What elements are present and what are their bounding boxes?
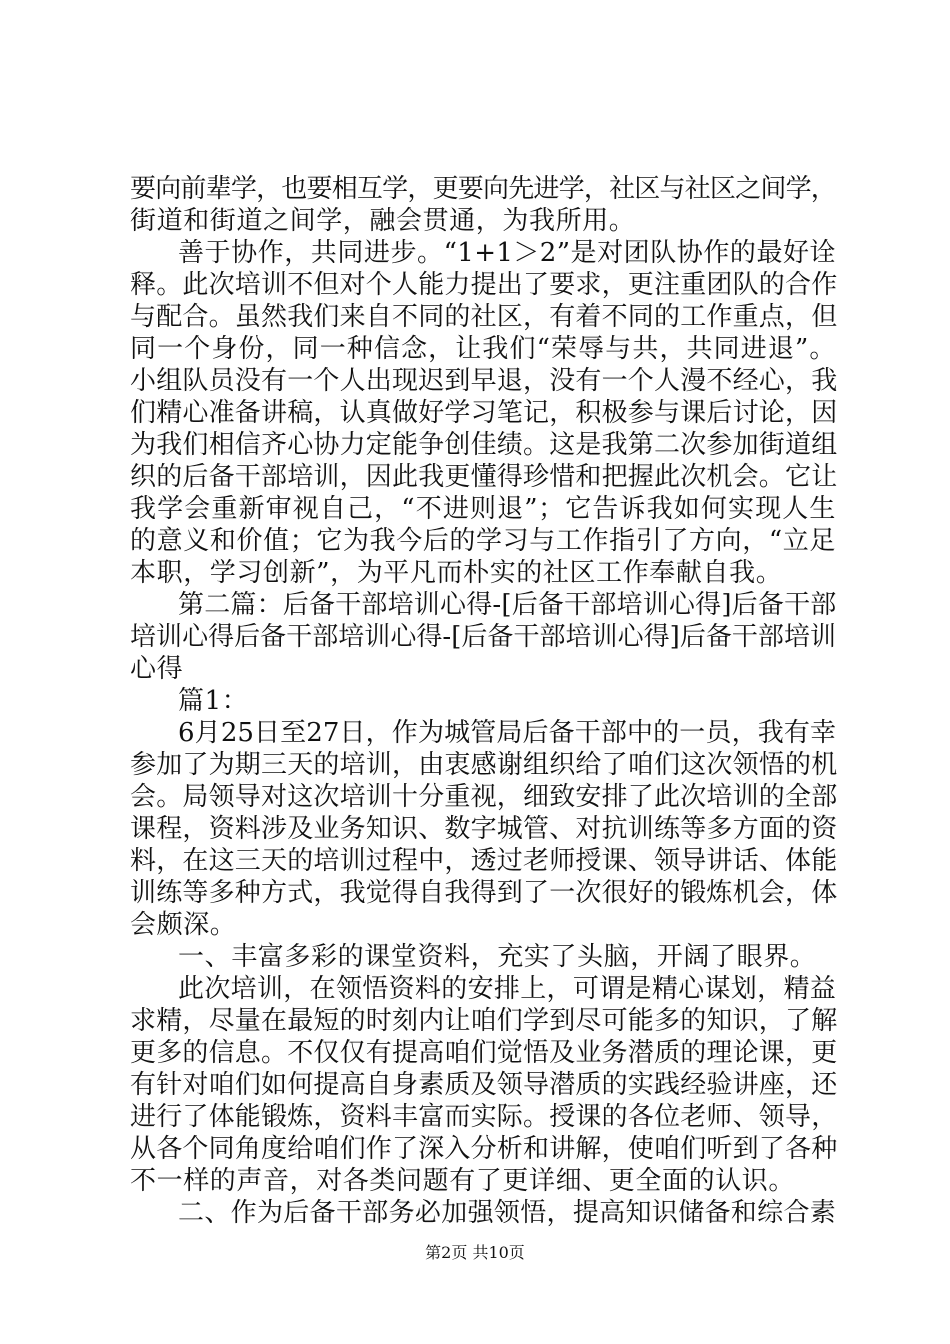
text-line: 要向前辈学，也要相互学，更要向先进学，社区与社区之间学， — [130, 174, 836, 204]
text-line: 此次培训，在领悟资料的安排上，可谓是精心谋划，精益 — [178, 974, 836, 1004]
text-line: 有针对咱们如何提高自身素质及领导潜质的实践经验讲座，还 — [130, 1070, 838, 1100]
document-body — [130, 173, 836, 1229]
text-line: 同一个身份，同一种信念，让我们“荣辱与共，共同进退”。 — [130, 334, 836, 364]
article-label: 篇1： — [178, 686, 249, 716]
text-line: 不一样的声音，对各类问题有了更详细、更全面的认识。 — [130, 1166, 796, 1196]
text-line: 参加了为期三天的培训，由衷感谢组织给了咱们这次领悟的机 — [130, 750, 838, 780]
text-line: 进行了体能锻炼，资料丰富而实际。授课的各位老师、领导， — [130, 1102, 838, 1132]
text-line: 小组队员没有一个人出现迟到早退，没有一个人漫不经心，我 — [130, 366, 838, 396]
section-heading: 培训心得后备干部培训心得-[后备干部培训心得]后备干部培训 — [130, 622, 836, 652]
subsection-heading: 二、作为后备干部务必加强领悟，提高知识储备和综合素 — [178, 1198, 836, 1228]
text-line: 们精心准备讲稿，认真做好学习笔记，积极参与课后讨论，因 — [130, 398, 838, 428]
section-heading: 第二篇：后备干部培训心得-[后备干部培训心得]后备干部 — [178, 590, 837, 620]
text-line: 会颇深。 — [130, 910, 237, 940]
text-line: 求精，尽量在最短的时刻内让咱们学到尽可能多的知识，了解 — [130, 1006, 838, 1036]
text-line: 本职，学习创新”，为平凡而朴实的社区工作奉献自我。 — [130, 558, 783, 588]
text-line: 更多的信息。不仅仅有提高咱们觉悟及业务潜质的理论课，更 — [130, 1038, 838, 1068]
page-footer: 第2页 共10页 — [425, 1243, 525, 1262]
text-line: 为我们相信齐心协力定能争创佳绩。这是我第二次参加街道组 — [130, 430, 838, 460]
text-line: 释。此次培训不但对个人能力提出了要求，更注重团队的合作 — [130, 270, 838, 300]
text-line: 织的后备干部培训，因此我更懂得珍惜和把握此次机会。它让 — [130, 462, 838, 492]
text-line: 训练等多种方式，我觉得自我得到了一次很好的锻炼机会，体 — [130, 878, 838, 908]
text-line: 从各个同角度给咱们作了深入分析和讲解，使咱们听到了各种 — [130, 1134, 838, 1164]
text-line: 街道和街道之间学，融会贯通，为我所用。 — [130, 206, 636, 236]
text-line: 会。局领导对这次培训十分重视，细致安排了此次培训的全部 — [130, 782, 838, 812]
text-line: 我学会重新审视自己，“不进则退”；它告诉我如何实现人生 — [130, 494, 836, 524]
section-heading: 心得 — [130, 654, 184, 684]
text-line: 料，在这三天的培训过程中，透过老师授课、领导讲话、体能 — [130, 846, 838, 876]
text-line: 善于协作，共同进步。“1+1＞2”是对团队协作的最好诠 — [178, 238, 836, 268]
text-line: 课程，资料涉及业务知识、数字城管、对抗训练等多方面的资 — [130, 814, 838, 844]
text-line: 的意义和价值；它为我今后的学习与工作指引了方向，“立足 — [130, 526, 836, 556]
subsection-heading: 一、丰富多彩的课堂资料，充实了头脑，开阔了眼界。 — [178, 942, 817, 972]
text-line: 与配合。虽然我们来自不同的社区，有着不同的工作重点，但 — [130, 302, 838, 332]
text-line: 6月25日至27日，作为城管局后备干部中的一员，我有幸 — [178, 718, 836, 748]
